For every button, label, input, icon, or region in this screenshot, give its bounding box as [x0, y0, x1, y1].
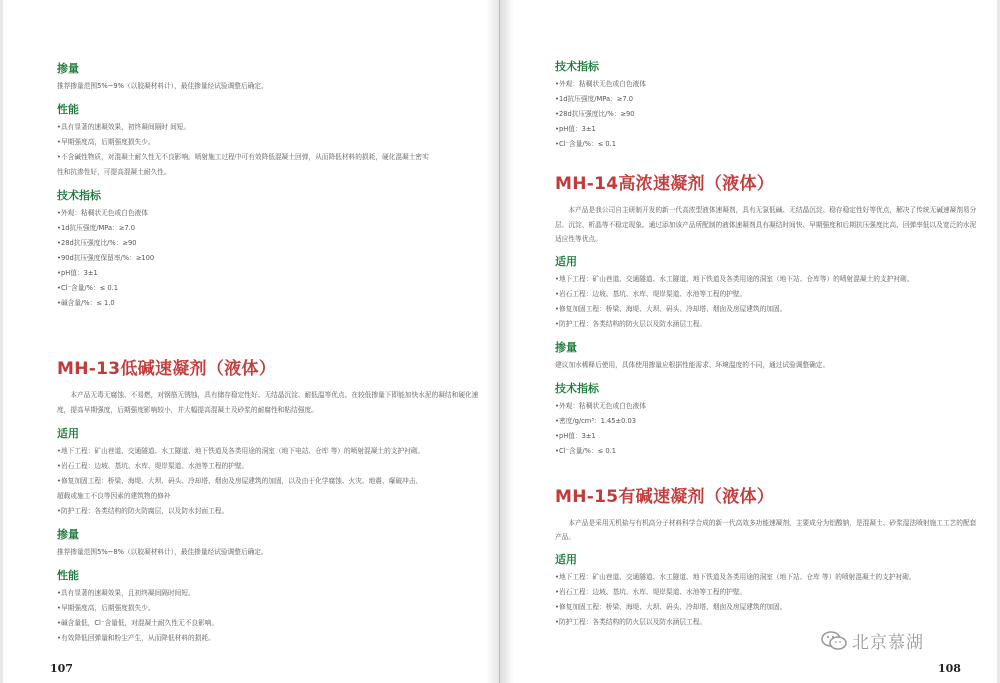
section-heading: 掺量 [57, 62, 79, 75]
list-item: •地下工程：矿山巷道、交通隧道、水工隧道、地下铁道及各类用途的洞室（地下站、仓库等）的喷射混凝土的支护衬砌。 [555, 274, 914, 283]
page-number-left: 107 [50, 662, 73, 675]
dosage-section [57, 62, 480, 94]
list-item: •1d抗压强度/MPa：≥7.0 [555, 95, 633, 103]
list-item: •pH值：3±1 [555, 431, 596, 440]
list-item: •外观：粘稠状无色或白色液体 [555, 401, 646, 410]
spacer [555, 468, 982, 486]
dosage-text: 建议加水稀释后使用，具体使用掺量应根据性能需求、环境温度的不同，通过试验调整确定。 [555, 360, 830, 369]
section-heading: 技术指标 [555, 381, 599, 395]
list-item: •1d抗压强度/MPa：≥7.0 [57, 224, 135, 232]
list-item: •地下工程：矿山巷道、交通隧道、水工隧道、地下铁道及各类用途的洞室（地下站、仓库 等）的喷射混凝土的支护衬砌。 [555, 572, 916, 581]
right-page [500, 0, 1000, 683]
spacer [555, 161, 982, 173]
section-heading: 掺量 [57, 528, 79, 541]
page-number-right: 108 [938, 662, 961, 675]
section-heading: 技术指标 [555, 60, 599, 73]
list-item: •Cl⁻含量/%：≤ 0.1 [555, 446, 617, 455]
list-item: •28d抗压强度比/%：≥90 [555, 110, 635, 118]
list-item: •28d抗压强度比/%：≥90 [57, 239, 137, 247]
product-title-mh14: MH-14高浓速凝剂（液体） [555, 174, 775, 194]
list-item: •不含碱性物质，对混凝土耐久性无不良影响。喷射施工过程中可有效降低混凝土回弹，从而降低材料的损耗，硬化混凝土密实 [57, 153, 429, 161]
section-heading: 性能 [57, 569, 79, 582]
list-item: •防护工程：各类结构的防火层以及防水涵层工程。 [555, 617, 707, 626]
list-item: 超载或施工不良等因素的建筑物的修补 [57, 492, 171, 500]
application-section [57, 427, 480, 519]
list-item: •岩石工程：边坡、基坑、水库、堤岸渠道、水池等工程的护壁。 [555, 587, 747, 596]
list-item: •碱含量低，Cl⁻含量低，对混凝土耐久性无不良影响。 [57, 619, 219, 627]
dosage-text: 推荐掺量范围5%~8%（以胶凝材料计），最佳掺量经试验调整后确定。 [57, 548, 268, 556]
list-item: •具有显著的速凝效果，初终凝间隔时 间短。 [57, 123, 191, 131]
dosage-text: 推荐掺量范围5%~9%（以胶凝材料计），最佳掺量经试验调整后确定。 [57, 82, 268, 90]
list-item: •碱含量/%：≤ 1.0 [57, 299, 115, 307]
list-item: •pH值：3±1 [555, 125, 596, 133]
list-item: •90d抗压强度保留率/%：≥100 [57, 254, 155, 262]
section-heading: 适用 [57, 427, 79, 440]
product-title-mh13: MH-13低碱速凝剂（液体） [57, 359, 277, 379]
product-intro: 本产品无毒无腐蚀、不易燃，对钢筋无锈蚀，具有储存稳定性好、无结晶沉淀、耐低温等优点。在较低掺量下即能加快水泥的凝结和硬化速度，提高早期强度，后期强度影响较小，并大幅提高混凝土及砂浆的耐腐性和粘结强度。 [57, 391, 479, 414]
list-item: •早期强度高，后期强度损失少。 [57, 604, 155, 612]
list-item: •修复加固工程：桥梁、海堤、大坝、码头、冷却塔、烟囱及房屋建筑的加固。 [555, 602, 787, 611]
performance-section [57, 569, 480, 646]
dosage-section [57, 528, 480, 560]
section-heading: 掺量 [555, 340, 577, 354]
list-item: •岩石工程：边坡、基坑、水库、堤岸渠道、水池等工程的护壁。 [57, 462, 249, 470]
application-section [555, 255, 982, 332]
watermark-text: 北京慕湖 [852, 633, 924, 653]
list-item: •修复加固工程：桥梁、海堤、大坝、码头、冷却塔、烟囱及房屋建筑的加固，以及由于化学腐蚀、火灾、地震、爆破冲击、 [57, 477, 423, 485]
application-section [555, 553, 982, 630]
section-heading: 技术指标 [57, 189, 101, 202]
tech-spec-section [57, 189, 480, 311]
list-item: •早期强度高，后期强度损失少。 [57, 138, 155, 146]
performance-section [57, 103, 480, 180]
tech-spec-section [555, 60, 982, 152]
list-item: •密度/g/cm³：1.45±0.03 [555, 416, 637, 425]
list-item: •pH值：3±1 [57, 269, 98, 277]
section-heading: 性能 [57, 103, 79, 116]
list-item: •Cl⁻含量/%：≤ 0.1 [555, 140, 617, 148]
list-item: •防护工程：各类结构的防火层以及防水涵层工程。 [555, 319, 707, 328]
list-item: •Cl⁻含量/%：≤ 0.1 [57, 284, 119, 292]
list-item: •修复加固工程：桥梁、海堤、大坝、码头、冷却塔、烟囱及房屋建筑的加固。 [555, 304, 787, 313]
spacer [57, 320, 480, 358]
watermark [820, 628, 924, 653]
list-item: •岩石工程：边坡、基坑、水库、堤岸渠道、水池等工程的护壁。 [555, 289, 747, 298]
list-item: •防护工程：各类结构的防火防腐层，以及防水封面工程。 [57, 507, 229, 515]
list-item: •外观：粘稠状无色或白色液体 [555, 80, 646, 88]
list-item: •外观：粘稠状无色或白色液体 [57, 209, 148, 217]
section-heading: 适用 [555, 254, 577, 268]
list-item: •具有显著的速凝效果，且初终凝间隔时间短。 [57, 589, 195, 597]
product-title-mh15: MH-15有碱速凝剂（液体） [555, 486, 775, 507]
list-item: 性和抗渗性好，可提高混凝土耐久性。 [57, 168, 171, 176]
section-heading: 适用 [555, 552, 577, 566]
dosage-section [555, 341, 982, 373]
list-item: •地下工程：矿山巷道、交通隧道、水工隧道、地下铁道及各类用途的洞室（地下电站、仓库 等）的喷射混凝土的支护衬砌。 [57, 447, 425, 455]
product-intro: 本产品是我公司自主研制开发的新一代高浓型液体速凝剂，具有无氯低碱、无结晶沉淀、稳存稳定性好等优点，解决了传统无碱速凝剂易分层、沉淀、析晶等不稳定现象。通过添加该产品所配制的液体速凝剂具有凝结时间快、早期强度和后期抗压强度比高、回弹率低以及宽泛的水泥适应性等优点。 [555, 206, 977, 243]
wechat-logo-icon [820, 630, 848, 652]
tech-spec-section [555, 382, 982, 459]
list-item: •有效降低回弹量和粉尘产生，从而降低材料的损耗。 [57, 634, 215, 642]
product-intro: 本产品是采用无机盐与有机高分子材料科学合成的新一代高效多功能速凝剂，主要成分为铝酸钠，是混凝土、砂浆湿法喷射施工工艺的配套产品。 [555, 518, 977, 541]
